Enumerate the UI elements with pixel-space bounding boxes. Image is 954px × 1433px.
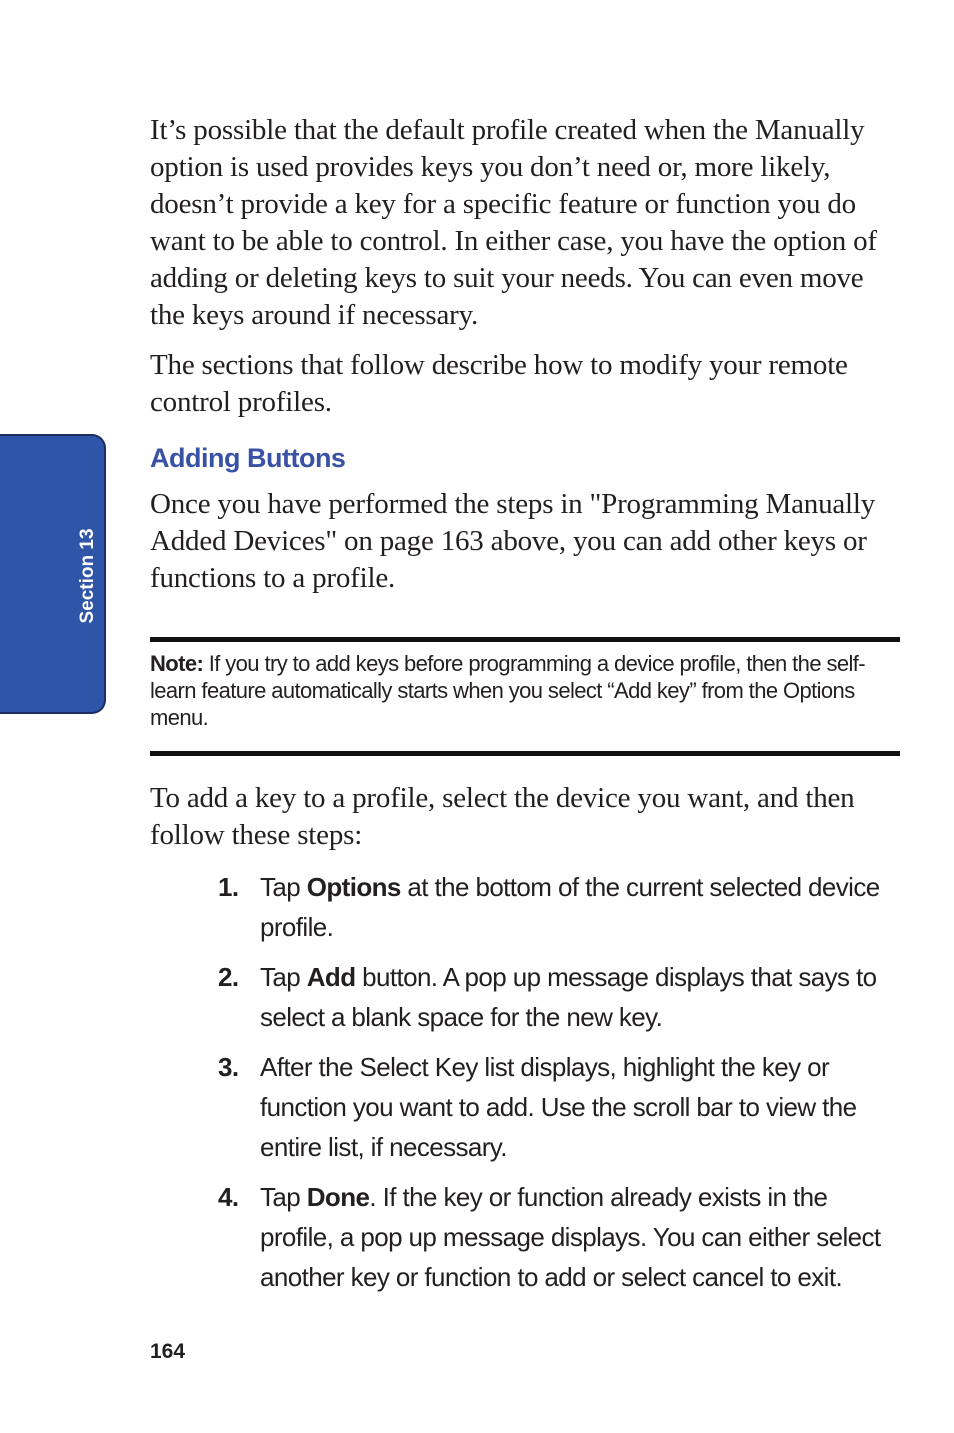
- step-number: 4.: [218, 1182, 239, 1212]
- step-number: 2.: [218, 962, 239, 992]
- section-tab-label: Section 13: [77, 528, 98, 624]
- step-item: [218, 1047, 900, 1167]
- intro-paragraph-2: The sections that follow describe how to modify your remote control profiles.: [150, 349, 848, 418]
- step-text-post: at the bottom of the current selected device profile.: [260, 872, 880, 942]
- step-text-pre: After the Select Key list displays, highlight the key or function you want to add. Use the scroll bar to view the entire list, if necessary.: [260, 1052, 857, 1162]
- step-item: [218, 867, 900, 947]
- section-paragraph: Once you have performed the steps in "Programming Manually Added Devices" on page 163 above, you can add other keys or functions to a profile.: [150, 488, 876, 594]
- step-text-bold: Done: [306, 1182, 370, 1212]
- step-text-bold: Options: [306, 872, 401, 902]
- step-text-post: . If the key or function already exists in the profile, a pop up message displays. You can either select another key or function to add or select cancel to exit.: [260, 1182, 881, 1292]
- step-text-pre: Tap: [260, 1182, 307, 1212]
- page-number: 164: [150, 1340, 186, 1363]
- step-text: [260, 867, 900, 947]
- step-item: [218, 957, 900, 1037]
- step-text: [260, 1177, 900, 1297]
- page-content: [150, 112, 900, 1307]
- step-text: [260, 1047, 900, 1167]
- step-number: 3.: [218, 1052, 239, 1082]
- note-box: [150, 637, 900, 756]
- step-text-post: button. A pop up message displays that says to select a blank space for the new key.: [260, 962, 877, 1032]
- note-text: If you try to add keys before programming a device profile, then the self-learn feature automatically starts when you select “Add key” from the Options menu.: [150, 651, 866, 730]
- step-text-pre: Tap: [260, 962, 307, 992]
- section-heading: Adding Buttons: [150, 443, 346, 473]
- note-label: Note:: [150, 651, 204, 676]
- step-item: [218, 1177, 900, 1297]
- step-text: [260, 957, 900, 1037]
- step-text-bold: Add: [306, 962, 356, 992]
- steps-list: [218, 867, 900, 1297]
- intro-paragraph-1: It’s possible that the default profile created when the Manually option is used provides keys you don’t need or, more likely, doesn’t provide a key for a specific feature or function you do want to be able to control. In either case, you have the option of adding or deleting keys to suit your needs. You can even move the keys around if necessary.: [150, 114, 877, 331]
- steps-intro: To add a key to a profile, select the device you want, and then follow these steps:: [150, 782, 855, 851]
- step-text-pre: Tap: [260, 872, 307, 902]
- step-number: 1.: [218, 872, 239, 902]
